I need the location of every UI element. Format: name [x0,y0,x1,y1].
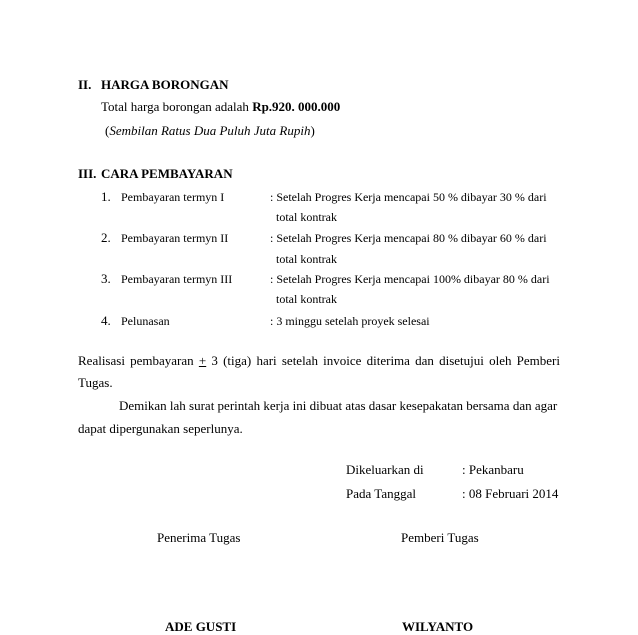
payment-item-1-num: 1. [101,189,111,204]
total-price-in-words [105,123,315,139]
realisasi-line-1 [78,353,560,369]
payment-item-3-label: Pembayaran termyn III [121,272,233,286]
realisasi-line-2: Tugas. [78,375,113,390]
realisasi-text-a: Realisasi pembayaran [78,353,199,368]
payment-item-1-desc: : Setelah Progres Kerja mencapai 50 % dibayar 30 % dari [270,190,547,204]
total-price-line [101,99,340,115]
words-text: Sembilan Ratus Dua Puluh Juta Rupih [109,123,311,138]
receiver-title: Penerima Tugas [157,530,241,545]
plus-minus-sign: + [198,353,207,368]
payment-item-3-num: 3. [101,271,111,286]
giver-name: WILYANTO [402,619,474,634]
issued-place-value: : Pekanbaru [462,462,524,477]
section-2-number: II. [78,77,92,92]
payment-item-3-desc: : Setelah Progres Kerja mencapai 100% dibayar 80 % dari [270,272,550,286]
issued-place-label: Dikeluarkan di [346,462,424,477]
total-price-prefix: Total harga borongan adalah [101,99,253,114]
payment-item-4-label: Pelunasan [121,314,170,328]
realisasi-text-b: 3 (tiga) hari setelah invoice diterima dan disetujui oleh Pemberi [206,353,560,368]
payment-item-1-label: Pembayaran termyn I [121,190,225,204]
section-3-title: CARA PEMBAYARAN [101,166,233,181]
payment-item-4-num: 4. [101,313,111,328]
issued-date-label: Pada Tanggal [346,486,416,501]
giver-title: Pemberi Tugas [401,530,479,545]
receiver-name: ADE GUSTI [165,619,237,634]
payment-item-2-num: 2. [101,230,111,245]
issued-date-value: : 08 Februari 2014 [462,486,559,501]
payment-item-1-desc-cont: total kontrak [276,210,337,224]
words-open-paren: ( [105,123,110,138]
section-3-number: III. [78,166,97,181]
section-2-title: HARGA BORONGAN [101,77,229,92]
closing-line-2: dapat dipergunakan seperlunya. [78,421,243,436]
total-price-amount: Rp.920. 000.000 [252,99,341,114]
words-close-paren: ) [310,123,315,138]
payment-item-4-desc: : 3 minggu setelah proyek selesai [270,314,430,328]
payment-item-2-desc: : Setelah Progres Kerja mencapai 80 % dibayar 60 % dari [270,231,547,245]
payment-item-2-desc-cont: total kontrak [276,252,337,266]
closing-line-1: Demikan lah surat perintah kerja ini dibuat atas dasar kesepakatan bersama dan agar [119,398,558,413]
payment-item-2-label: Pembayaran termyn II [121,231,229,245]
payment-item-3-desc-cont: total kontrak [276,292,337,306]
